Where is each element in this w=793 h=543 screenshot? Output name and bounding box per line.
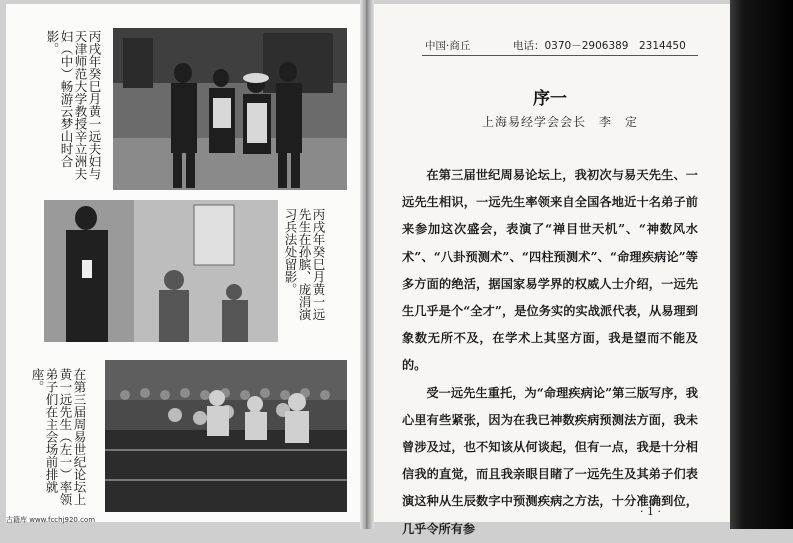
caption-photo-3: 在第三届周易世纪论坛上黄一远先生（左一）率领弟子们在主会场前排就座。 [30, 368, 87, 506]
photo-yunmeng-mountain [113, 28, 347, 190]
paragraph: 在第三届世纪周易论坛上，我初次与易天先生、一远先生相识，一远先生率领来自全国各地近十名弟子前来参加这次盛会，表演了“禅目世天机”、“神数风水术”、“八卦预测术”、“四柱预测术”、“命理疾病论”等多方面的绝活，据国家易学界的权威人士介绍，一远先生几乎是个“全才”，是位务实的实战派代表，从易理到象数无所不及，在学术上其坚方面，我是望而不能及的。 [402, 168, 698, 373]
book-gutter [360, 0, 374, 529]
caption-photo-2: 丙戌年癸巳月黄一远先生在孙膑、庞涓演习兵法处留影。 [283, 208, 326, 321]
photo-forum-main-hall [105, 360, 347, 512]
header-phone: 电话：0370－2906389 2314450 [513, 40, 686, 52]
header-rule [422, 55, 698, 56]
page-number: · 1 · [640, 505, 661, 518]
paragraph: 受一远先生重托，为“命理疾病论”第三版写序，我心里有些紧张，因为在我已神数疾病预测法方面，我未曾涉及过，也不知该从何谈起，但有一点，我是十分相信我的直觉，而且我亲眼目睹了一远先生及其弟子们表演这种从生辰数字中预测疾病之方法，十分准确到位，几乎令所有参 [402, 385, 698, 536]
site-footer: 古籍库 www.fcchj920.com [6, 516, 96, 524]
photo-sun-bin-site [44, 200, 278, 342]
preface-author: 上海易经学会会长 李 定 [481, 115, 638, 129]
caption-photo-1: 丙戌年癸巳月黄一远夫妇与天津师范大学教授辛立洲夫妇（中）畅游云梦山时合影。 [45, 30, 102, 180]
preface-title: 序一 [533, 89, 567, 109]
scan-dark-edge [730, 0, 793, 529]
preface-body [402, 162, 698, 543]
header-location: 中国·商丘 [425, 40, 471, 52]
page-header [425, 38, 695, 56]
